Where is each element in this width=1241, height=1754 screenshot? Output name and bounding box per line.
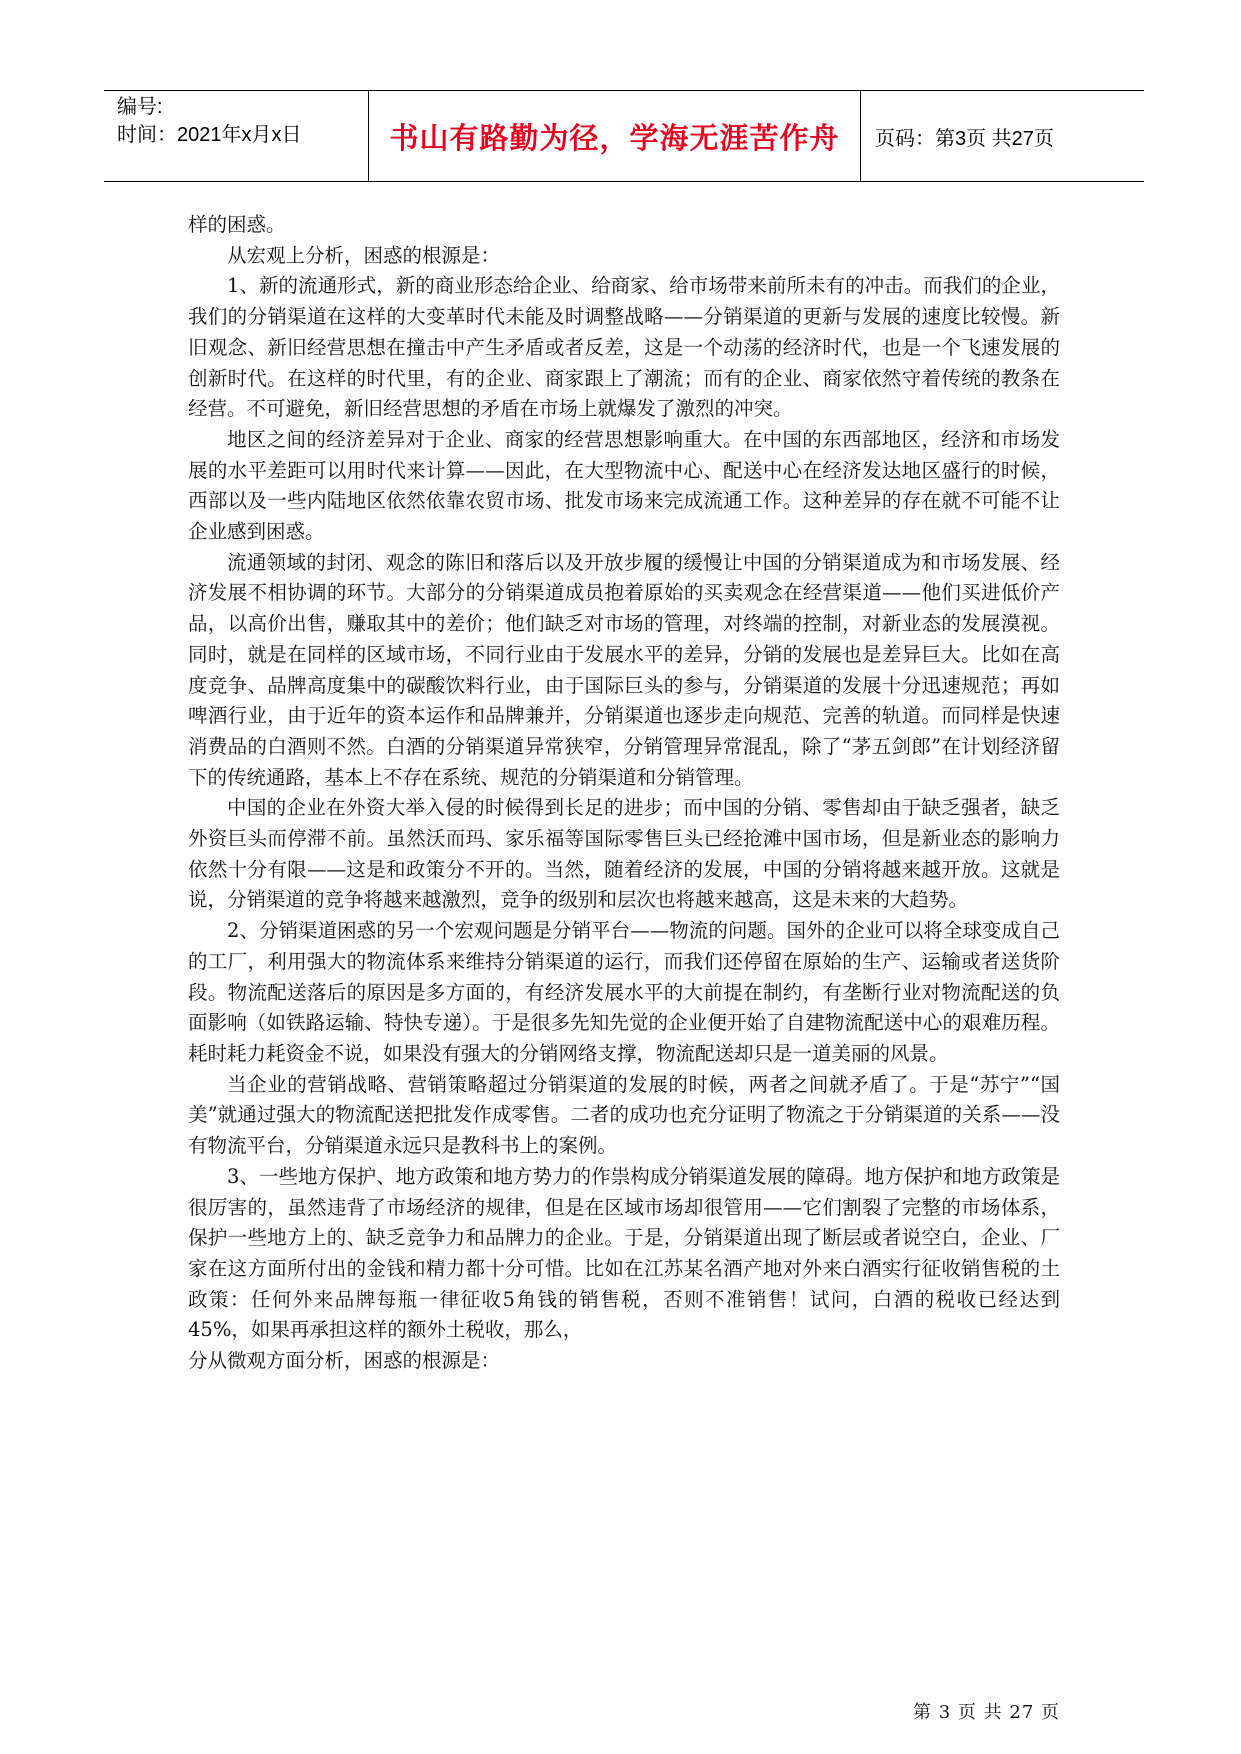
- header-motto: 书山有路勤为径，学海无涯苦作舟: [389, 120, 840, 155]
- body-paragraph: 分从微观方面分析，困惑的根源是：: [188, 1349, 501, 1373]
- body-paragraph: 3、一些地方保护、地方政策和地方势力的作祟构成分销渠道发展的障碍。地方保护和地方政策是很厉害的，虽然违背了市场经济的规律，但是在区域市场却很管用——它们割裂了完整的市场体系，保护一些地方上的、缺乏竞争力和品牌力的企业。于是，分销渠道出现了断层或者说空白，企业、厂家在这方面所付出的金钱和精力都十分可惜。比如在江苏某名酒产地对外来白酒实行征收销售税的土政策：任何外来品牌每瓶一律征收5角钱的销售税，否则不准销售！试问，白酒的税收已经达到45%，如果再承担这样的额外土税收，那么，: [188, 1164, 1060, 1342]
- body-paragraph: 从宏观上分析，困惑的根源是：: [227, 243, 501, 267]
- body-paragraph: 样的困惑。: [188, 213, 286, 236]
- body-paragraph: 地区之间的经济差异对于企业、商家的经营思想影响重大。在中国的东西部地区，经济和市场发展的水平差距可以用时代来计算——因此，在大型物流中心、配送中心在经济发达地区盛行的时候，西部以及一些内陆地区依然依靠农贸市场、批发市场来完成流通工作。这种差异的存在就不可能不让企业感到困惑。: [188, 427, 1060, 544]
- document-number-label: 编号:: [117, 96, 163, 118]
- body-paragraph: 2、分销渠道困惑的另一个宏观问题是分销平台——物流的问题。国外的企业可以将全球变成自己的工厂，利用强大的物流体系来维持分销渠道的运行，而我们还停留在原始的生产、运输或者送货阶段。物流配送落后的原因是多方面的，有经济发展水平的大前提在制约，有垄断行业对物流配送的负面影响（如铁路运输、特快专递）。于是很多先知先觉的企业便开始了自建物流配送中心的艰难历程。耗时耗力耗资金不说，如果没有强大的分销网络支撑，物流配送却只是一道美丽的风景。: [188, 919, 1060, 1065]
- body-paragraph: 中国的企业在外资大举入侵的时候得到长足的进步；而中国的分销、零售却由于缺乏强者，缺乏外资巨头而停滞不前。虽然沃而玛、家乐福等国际零售巨头已经抢滩中国市场，但是新业态的影响力依然十分有限——这是和政策分不开的。当然，随着经济的发展，中国的分销将越来越开放。这就是说，分销渠道的竞争将越来越激烈，竞争的级别和层次也将越来越高，这是未来的大趋势。: [188, 796, 1060, 912]
- header-page-code: 页码：第3页 共27页: [875, 127, 1054, 150]
- page-footer: 第 3 页 共 27 页: [913, 1702, 1060, 1723]
- page-header: [104, 90, 1144, 182]
- body-paragraph: 当企业的营销战略、营销策略超过分销渠道的发展的时候，两者之间就矛盾了。于是“苏宁”“国美”就通过强大的物流配送把批发作成零售。二者的成功也充分证明了物流之于分销渠道的关系——没有物流平台，分销渠道永远只是教科书上的案例。: [188, 1072, 1060, 1158]
- header-motto-cell: [369, 91, 861, 181]
- body-paragraph: 流通领域的封闭、观念的陈旧和落后以及开放步履的缓慢让中国的分销渠道成为和市场发展、经济发展不相协调的环节。大部分的分销渠道成员抱着原始的买卖观念在经营渠道——他们买进低价产品，以高价出售，赚取其中的差价；他们缺乏对市场的管理，对终端的控制，对新业态的发展漠视。同时，就是在同样的区域市场，不同行业由于发展水平的差异，分销的发展也是差异巨大。比如在高度竞争、品牌高度集中的碳酸饮料行业，由于国际巨头的参与，分销渠道的发展十分迅速规范；再如啤酒行业，由于近年的资本运作和品牌兼并，分销渠道也逐步走向规范、完善的轨道。而同样是快速消费品的白酒则不然。白酒的分销渠道异常狭窄，分销管理异常混乱，除了“茅五剑郎”在计划经济留下的传统通路，基本上不存在系统、规范的分销渠道和分销管理。: [188, 550, 1060, 789]
- document-body: [188, 210, 1060, 1377]
- document-time-label: 时间：2021年x月x日: [117, 124, 302, 146]
- body-paragraph: 1、新的流通形式，新的商业形态给企业、给商家、给市场带来前所未有的冲击。而我们的企业，我们的分销渠道在这样的大变革时代未能及时调整战略——分销渠道的更新与发展的速度比较慢。新旧观念、新旧经营思想在撞击中产生矛盾或者反差，这是一个动荡的经济时代，也是一个飞速发展的创新时代。在这样的时代里，有的企业、商家跟上了潮流；而有的企业、商家依然守着传统的教条在经营。不可避免，新旧经营思想的矛盾在市场上就爆发了激烈的冲突。: [188, 274, 1060, 421]
- header-meta: [104, 91, 369, 181]
- header-page-code-cell: [861, 91, 1144, 181]
